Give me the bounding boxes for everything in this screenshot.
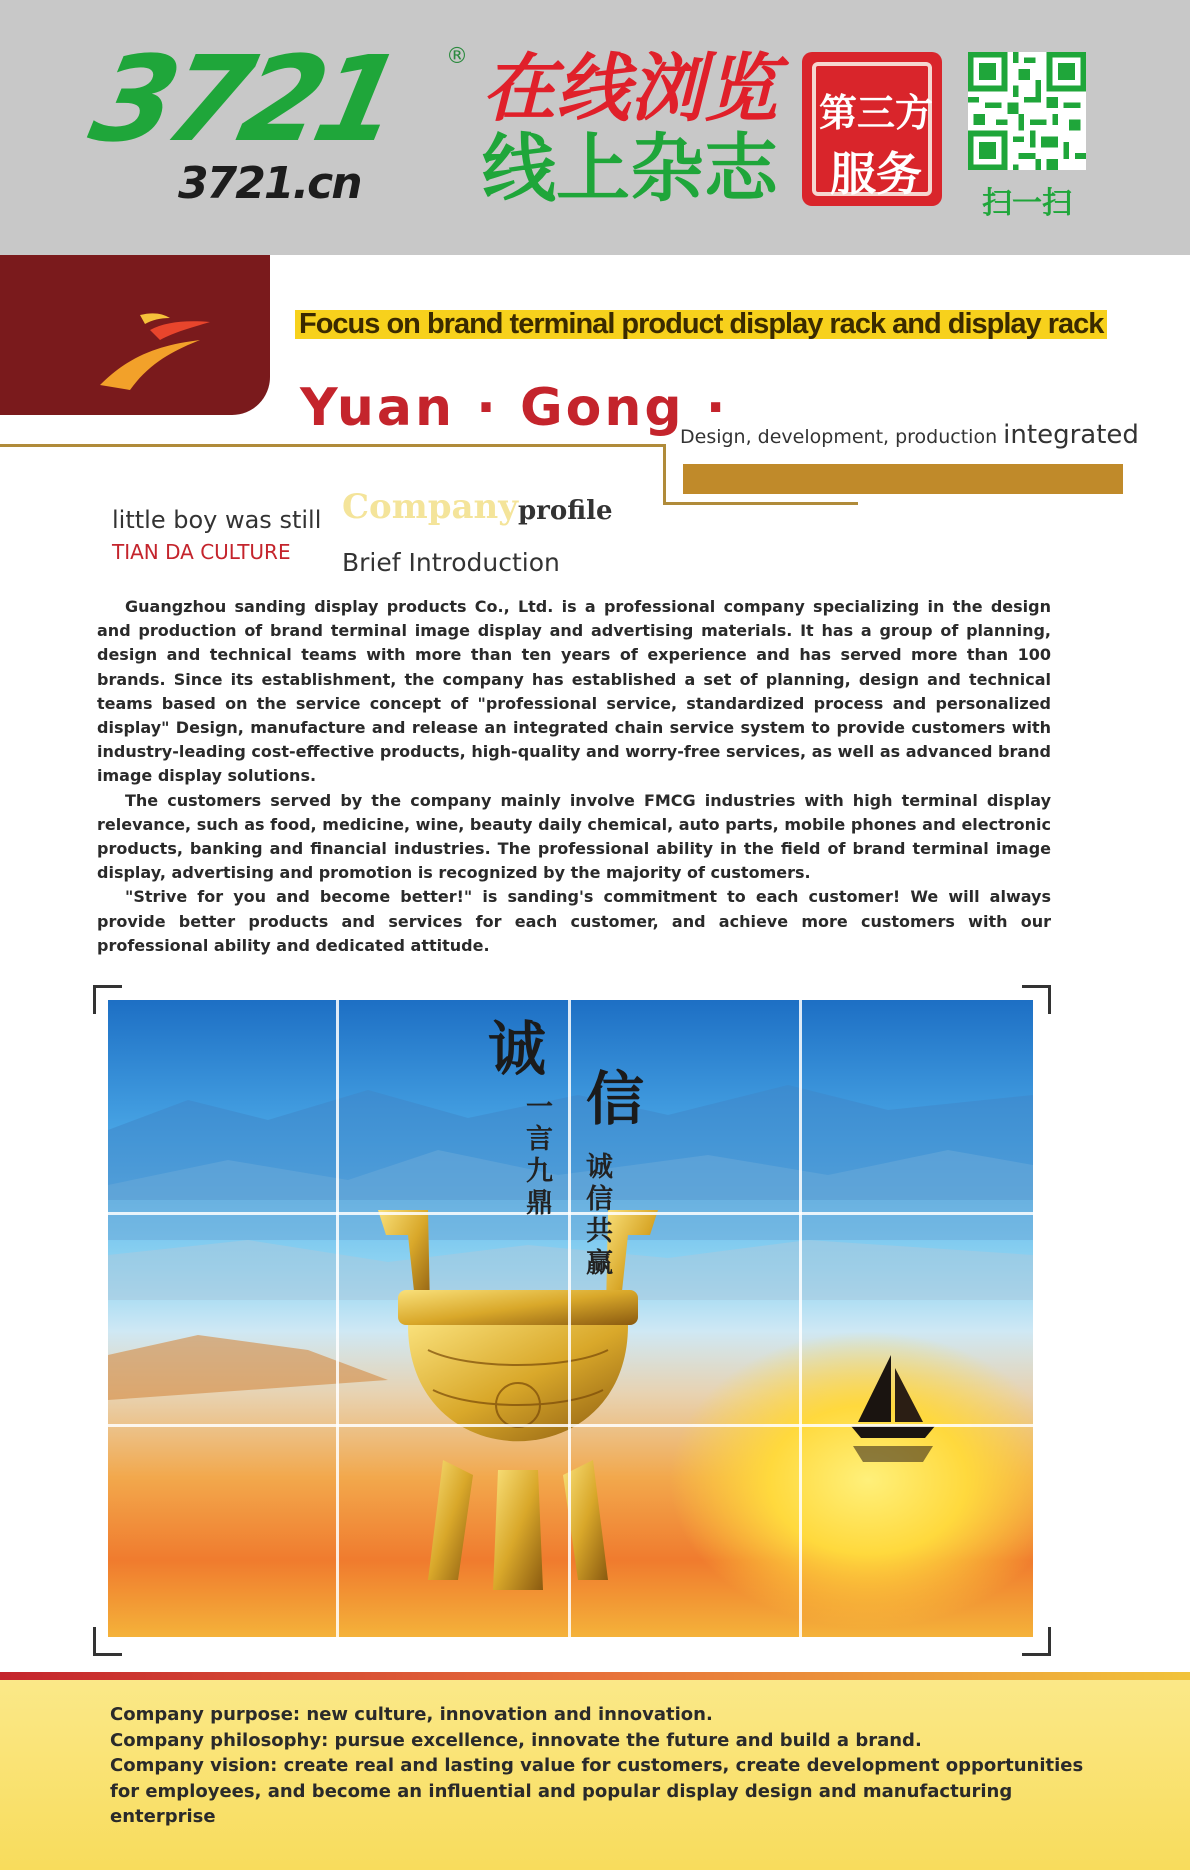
- promo-image: [108, 1000, 1033, 1637]
- panel-divider: [799, 1000, 802, 1637]
- panel-divider: [108, 1424, 1033, 1427]
- company-introduction: [97, 595, 1051, 958]
- design-text: Design, development, production: [680, 426, 998, 448]
- banner-slogan-online: 在线浏览: [482, 46, 778, 132]
- seal-line1: 第三方: [818, 91, 933, 135]
- calligraphy-xin: 信: [586, 1065, 645, 1133]
- banner-slogan-magazine: 线上杂志: [482, 126, 778, 212]
- tagline: Focus on brand terminal product display rack and display rack: [295, 310, 1107, 339]
- intro-paragraph: Guangzhou sanding display products Co., Ltd. is a professional company specializing in the design and production of brand terminal image display and advertising materials. It has a group of planning, design and technical teams with more than ten years of experience and has served more than 100 brands. Since its establishment, the company has established a set of planning, design and technical teams based on the service concept of "professional service, standardized process and personalized display" Design, manufacture and release an integrated chain service system to provide customers with industry-leading cost-effective products, high-quality and worry-free services, as well as advanced brand image display solutions.: [97, 597, 1051, 786]
- intro-paragraph: The customers served by the company mainly involve FMCG industries with high terminal display relevance, such as food, medicine, wine, beauty daily chemical, auto parts, mobile phones and electronic products, banking and financial industries. The professional ability in the field of brand terminal image display, advertising and promotion is recognized by the majority of customers.: [97, 790, 1051, 883]
- vertical-phrase-2: 诚信共赢: [586, 1152, 613, 1279]
- sailboat-icon: [843, 1350, 943, 1470]
- brief-introduction-heading: Brief Introduction: [342, 548, 560, 577]
- company-values: [110, 1702, 1110, 1830]
- calligraphy-cheng: 诚: [488, 1015, 547, 1083]
- panel-divider: [568, 1000, 571, 1637]
- side-caption-culture: TIAN DA CULTURE: [112, 540, 291, 564]
- design-line: [680, 420, 1139, 450]
- intro-paragraph: "Strive for you and become better!" is sanding's commitment to each customer! We will always provide better products and services for each customer, and achieve more customers with our professional ability and dedicated attitude.: [97, 887, 1051, 955]
- brand-logo-icon: [90, 310, 220, 400]
- qr-caption: 扫一扫: [982, 186, 1072, 221]
- profile-heading-profile: profile: [518, 496, 613, 526]
- site-banner: [0, 0, 1190, 255]
- panel-divider: [336, 1000, 339, 1637]
- company-vision: Company vision: create real and lasting value for customers, create development opportunities for employees, and become an influential and popular display design and manufacturing enterprise: [110, 1755, 1084, 1827]
- company-philosophy: Company philosophy: pursue excellence, innovate the future and build a brand.: [110, 1729, 922, 1751]
- header-rule-step: [663, 502, 858, 505]
- site-logo-number[interactable]: 3721: [80, 30, 407, 168]
- gold-bar: [683, 464, 1123, 494]
- vertical-phrase-1: 一言九鼎: [526, 1092, 553, 1219]
- seal-line2: 服务: [830, 147, 922, 201]
- bronze-cauldron-icon: [358, 1190, 678, 1600]
- company-purpose: Company purpose: new culture, innovation and innovation.: [110, 1704, 713, 1725]
- registered-mark: ®: [446, 44, 468, 69]
- site-logo-domain[interactable]: 3721.cn: [178, 158, 361, 209]
- company-title: Yuan · Gong ·: [300, 378, 729, 438]
- footer-accent-line: [0, 1672, 1190, 1680]
- brand-header-block: [0, 255, 270, 415]
- third-party-service-seal: [802, 52, 942, 206]
- side-caption: little boy was still: [112, 506, 322, 534]
- header-rule: [0, 444, 665, 447]
- profile-heading-company: Company: [342, 487, 518, 527]
- header-rule-vertical: [663, 444, 666, 504]
- design-emphasis: integrated: [1003, 420, 1139, 450]
- qr-code-icon[interactable]: [968, 52, 1086, 170]
- panel-divider: [108, 1212, 1033, 1215]
